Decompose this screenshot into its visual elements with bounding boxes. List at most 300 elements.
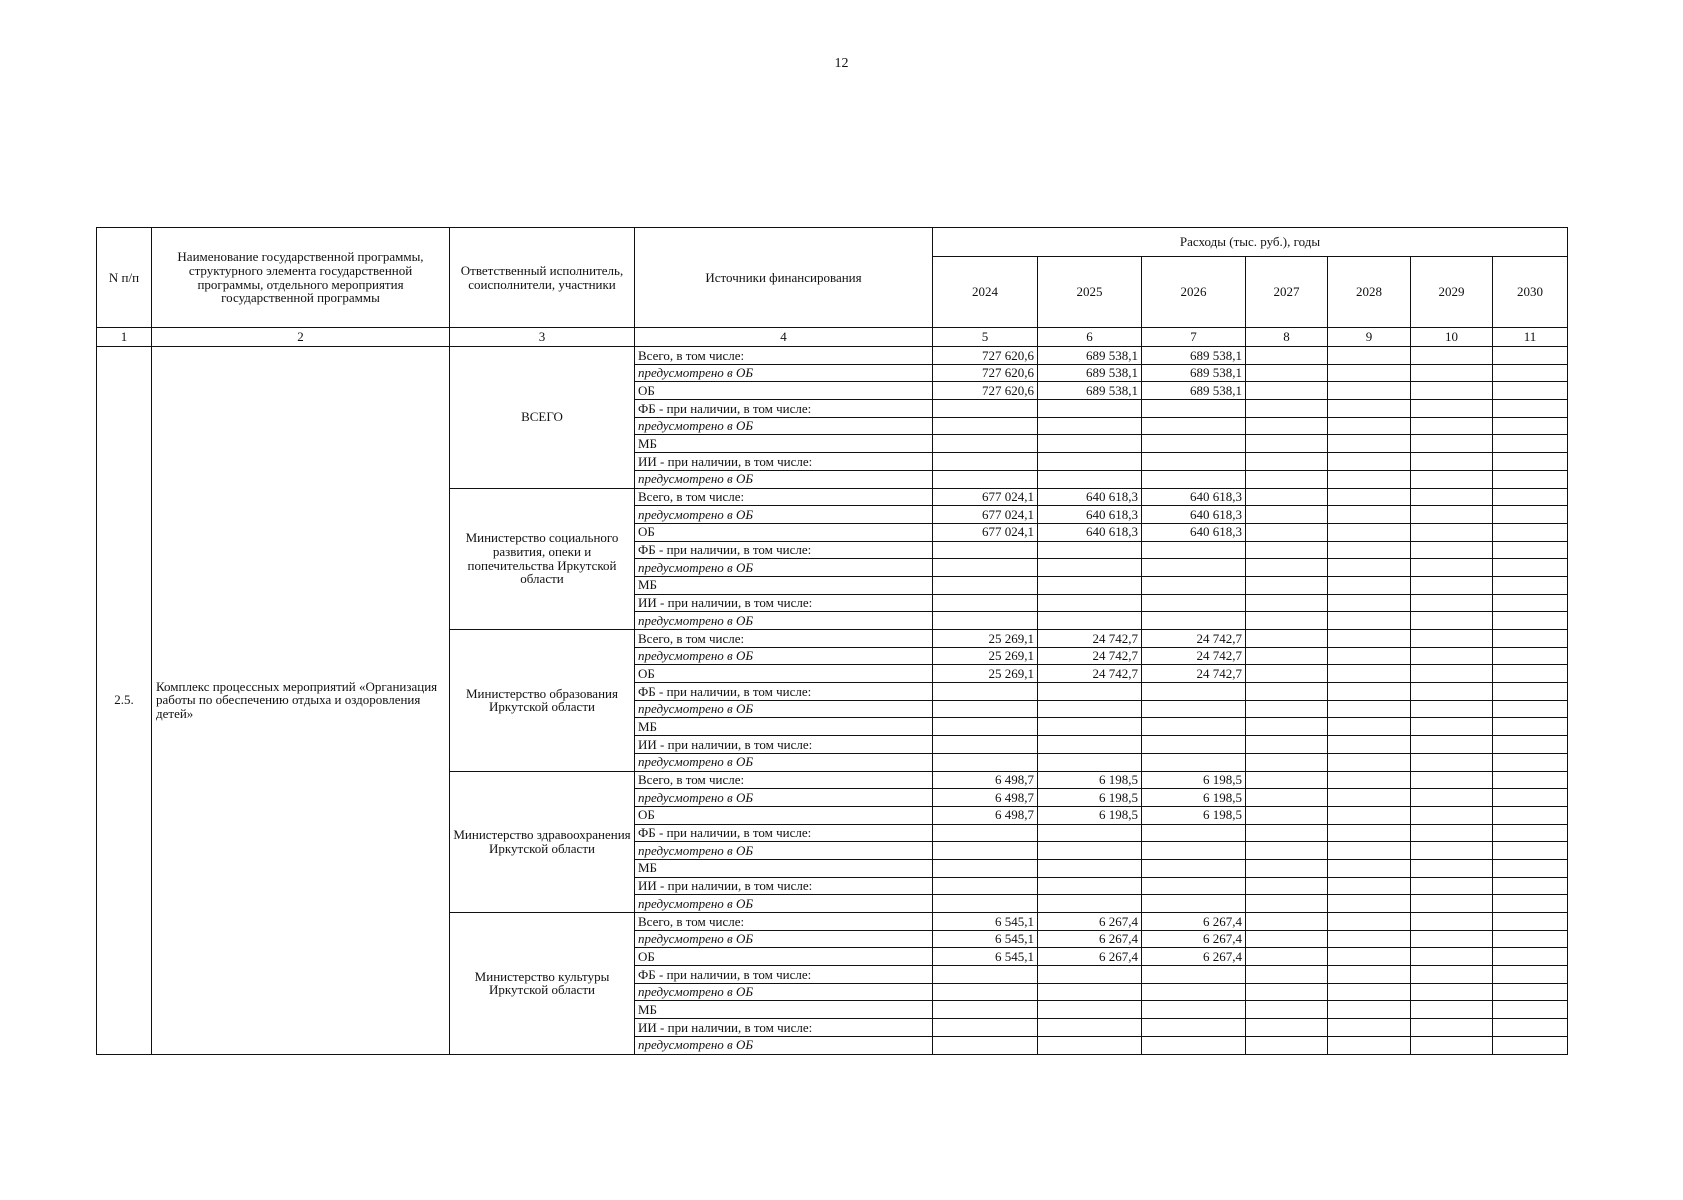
value-cell xyxy=(1328,523,1411,541)
value-cell xyxy=(1246,930,1328,948)
value-cell xyxy=(1411,983,1493,1001)
value-cell xyxy=(1411,930,1493,948)
value-cell: 677 024,1 xyxy=(933,523,1038,541)
value-cell xyxy=(1493,1001,1568,1019)
value-cell xyxy=(1411,382,1493,400)
value-cell xyxy=(933,683,1038,701)
item-number: 2.5. xyxy=(97,347,152,1055)
value-cell: 689 538,1 xyxy=(1142,382,1246,400)
funding-source: ФБ - при наличии, в том числе: xyxy=(635,824,933,842)
value-cell xyxy=(1038,612,1142,630)
funding-source: предусмотрено в ОБ xyxy=(635,559,933,577)
funding-source: ОБ xyxy=(635,806,933,824)
value-cell xyxy=(1328,1019,1411,1037)
value-cell xyxy=(1493,1019,1568,1037)
value-cell xyxy=(1038,683,1142,701)
column-number: 11 xyxy=(1493,328,1568,347)
value-cell xyxy=(1411,417,1493,435)
value-cell: 6 267,4 xyxy=(1142,913,1246,931)
value-cell: 6 198,5 xyxy=(1038,771,1142,789)
value-cell xyxy=(1142,541,1246,559)
value-cell: 640 618,3 xyxy=(1142,506,1246,524)
value-cell: 6 198,5 xyxy=(1142,789,1246,807)
value-cell xyxy=(1246,400,1328,418)
value-cell: 689 538,1 xyxy=(1142,364,1246,382)
value-cell xyxy=(1328,877,1411,895)
value-cell xyxy=(1328,630,1411,648)
column-number: 4 xyxy=(635,328,933,347)
value-cell xyxy=(1411,789,1493,807)
value-cell xyxy=(1142,842,1246,860)
funding-source: МБ xyxy=(635,435,933,453)
value-cell xyxy=(1038,824,1142,842)
value-cell xyxy=(1142,612,1246,630)
value-cell xyxy=(1142,1001,1246,1019)
value-cell xyxy=(1493,948,1568,966)
value-cell xyxy=(933,983,1038,1001)
value-cell: 640 618,3 xyxy=(1142,488,1246,506)
value-cell: 6 198,5 xyxy=(1038,806,1142,824)
value-cell: 640 618,3 xyxy=(1038,523,1142,541)
funding-source: ИИ - при наличии, в том числе: xyxy=(635,877,933,895)
value-cell xyxy=(933,1019,1038,1037)
value-cell xyxy=(1493,488,1568,506)
value-cell xyxy=(1246,913,1328,931)
value-cell xyxy=(1328,435,1411,453)
table-body xyxy=(97,347,1568,1055)
value-cell xyxy=(1246,435,1328,453)
value-cell xyxy=(1493,435,1568,453)
value-cell: 727 620,6 xyxy=(933,347,1038,365)
value-cell xyxy=(1038,1019,1142,1037)
value-cell xyxy=(1142,859,1246,877)
value-cell xyxy=(1328,736,1411,754)
value-cell xyxy=(1246,1001,1328,1019)
value-cell xyxy=(1328,541,1411,559)
value-cell xyxy=(1493,523,1568,541)
funding-source: МБ xyxy=(635,576,933,594)
value-cell xyxy=(1328,400,1411,418)
funding-source: ИИ - при наличии, в том числе: xyxy=(635,1019,933,1037)
value-cell xyxy=(1328,1001,1411,1019)
value-cell xyxy=(1493,470,1568,488)
funding-source: МБ xyxy=(635,859,933,877)
value-cell xyxy=(1142,753,1246,771)
funding-source: Всего, в том числе: xyxy=(635,771,933,789)
value-cell xyxy=(1493,700,1568,718)
value-cell xyxy=(933,966,1038,984)
responsible-executor: Министерство здравоохранения Иркутской области xyxy=(450,771,635,913)
value-cell xyxy=(1142,453,1246,471)
header-sources: Источники финансирования xyxy=(635,228,933,328)
value-cell xyxy=(1493,789,1568,807)
value-cell xyxy=(1142,400,1246,418)
value-cell xyxy=(1411,718,1493,736)
value-cell: 6 198,5 xyxy=(1142,806,1246,824)
value-cell xyxy=(1493,718,1568,736)
value-cell xyxy=(933,612,1038,630)
value-cell xyxy=(1328,612,1411,630)
value-cell xyxy=(1142,895,1246,913)
value-cell xyxy=(1142,966,1246,984)
column-number: 6 xyxy=(1038,328,1142,347)
value-cell xyxy=(1038,859,1142,877)
value-cell xyxy=(1493,842,1568,860)
value-cell xyxy=(1142,718,1246,736)
value-cell xyxy=(933,877,1038,895)
value-cell xyxy=(1411,559,1493,577)
funding-source: Всего, в том числе: xyxy=(635,630,933,648)
value-cell xyxy=(933,895,1038,913)
value-cell: 689 538,1 xyxy=(1142,347,1246,365)
value-cell xyxy=(1411,347,1493,365)
value-cell: 689 538,1 xyxy=(1038,347,1142,365)
value-cell xyxy=(933,1001,1038,1019)
value-cell xyxy=(1246,877,1328,895)
value-cell xyxy=(1411,966,1493,984)
value-cell xyxy=(1246,842,1328,860)
value-cell xyxy=(1493,736,1568,754)
funding-source: предусмотрено в ОБ xyxy=(635,842,933,860)
responsible-executor: Министерство образования Иркутской области xyxy=(450,630,635,772)
value-cell xyxy=(1246,541,1328,559)
value-cell xyxy=(1493,913,1568,931)
value-cell xyxy=(1142,470,1246,488)
value-cell xyxy=(1142,983,1246,1001)
value-cell xyxy=(1493,753,1568,771)
value-cell: 6 498,7 xyxy=(933,789,1038,807)
value-cell xyxy=(1328,700,1411,718)
funding-source: ОБ xyxy=(635,665,933,683)
funding-source: ФБ - при наличии, в том числе: xyxy=(635,541,933,559)
value-cell xyxy=(1493,824,1568,842)
funding-source: предусмотрено в ОБ xyxy=(635,789,933,807)
value-cell xyxy=(1142,700,1246,718)
funding-source: предусмотрено в ОБ xyxy=(635,470,933,488)
value-cell: 6 498,7 xyxy=(933,806,1038,824)
value-cell xyxy=(1493,771,1568,789)
funding-source: МБ xyxy=(635,1001,933,1019)
responsible-executor: ВСЕГО xyxy=(450,347,635,489)
value-cell xyxy=(933,435,1038,453)
column-number: 10 xyxy=(1411,328,1493,347)
table-row xyxy=(97,347,1568,365)
value-cell xyxy=(1493,966,1568,984)
value-cell xyxy=(1411,771,1493,789)
value-cell xyxy=(1493,930,1568,948)
value-cell xyxy=(1493,594,1568,612)
funding-source: предусмотрено в ОБ xyxy=(635,364,933,382)
value-cell xyxy=(1328,718,1411,736)
column-number: 2 xyxy=(152,328,450,347)
value-cell xyxy=(1411,470,1493,488)
value-cell xyxy=(1411,665,1493,683)
value-cell: 677 024,1 xyxy=(933,488,1038,506)
value-cell xyxy=(1246,576,1328,594)
value-cell: 24 742,7 xyxy=(1038,647,1142,665)
value-cell xyxy=(1493,364,1568,382)
value-cell xyxy=(1246,647,1328,665)
value-cell xyxy=(1142,683,1246,701)
value-cell xyxy=(1493,541,1568,559)
funding-source: предусмотрено в ОБ xyxy=(635,417,933,435)
responsible-executor: Министерство культуры Иркутской области xyxy=(450,913,635,1055)
value-cell xyxy=(1142,435,1246,453)
value-cell xyxy=(1246,665,1328,683)
value-cell xyxy=(1246,594,1328,612)
value-cell xyxy=(1142,417,1246,435)
value-cell: 6 267,4 xyxy=(1038,948,1142,966)
value-cell xyxy=(1411,948,1493,966)
value-cell xyxy=(1038,594,1142,612)
value-cell xyxy=(933,594,1038,612)
value-cell xyxy=(1328,1036,1411,1054)
funding-source: Всего, в том числе: xyxy=(635,488,933,506)
value-cell xyxy=(1328,913,1411,931)
value-cell xyxy=(1246,453,1328,471)
value-cell xyxy=(1328,470,1411,488)
value-cell xyxy=(1328,364,1411,382)
value-cell xyxy=(1246,612,1328,630)
value-cell: 24 742,7 xyxy=(1038,630,1142,648)
value-cell xyxy=(1493,559,1568,577)
value-cell: 6 545,1 xyxy=(933,913,1038,931)
value-cell: 6 198,5 xyxy=(1142,771,1246,789)
value-cell xyxy=(1493,417,1568,435)
value-cell xyxy=(1038,576,1142,594)
funding-source: предусмотрено в ОБ xyxy=(635,647,933,665)
value-cell xyxy=(1493,453,1568,471)
value-cell xyxy=(1328,930,1411,948)
value-cell xyxy=(1038,435,1142,453)
value-cell xyxy=(1411,877,1493,895)
funding-source: предусмотрено в ОБ xyxy=(635,983,933,1001)
item-name: Комплекс процессных мероприятий «Организация работы по обеспечению отдыха и оздоровления детей» xyxy=(152,347,450,1055)
value-cell xyxy=(1246,736,1328,754)
column-number: 8 xyxy=(1246,328,1328,347)
value-cell: 25 269,1 xyxy=(933,647,1038,665)
value-cell xyxy=(933,736,1038,754)
value-cell xyxy=(1328,506,1411,524)
value-cell xyxy=(1411,913,1493,931)
value-cell xyxy=(1411,523,1493,541)
value-cell xyxy=(1493,576,1568,594)
value-cell xyxy=(1411,842,1493,860)
value-cell xyxy=(1328,806,1411,824)
value-cell xyxy=(1328,895,1411,913)
value-cell: 727 620,6 xyxy=(933,364,1038,382)
value-cell xyxy=(1411,364,1493,382)
value-cell xyxy=(1038,842,1142,860)
budget-table xyxy=(96,227,1568,1055)
value-cell xyxy=(1328,559,1411,577)
header-year: 2028 xyxy=(1328,257,1411,328)
value-cell xyxy=(1142,877,1246,895)
value-cell xyxy=(1038,559,1142,577)
funding-source: предусмотрено в ОБ xyxy=(635,700,933,718)
value-cell xyxy=(1493,895,1568,913)
header-np: N п/п xyxy=(97,228,152,328)
responsible-executor: Министерство социального развития, опеки и попечительства Иркутской области xyxy=(450,488,635,630)
value-cell xyxy=(1038,400,1142,418)
value-cell xyxy=(1246,523,1328,541)
value-cell xyxy=(933,859,1038,877)
value-cell: 640 618,3 xyxy=(1038,506,1142,524)
value-cell xyxy=(933,417,1038,435)
value-cell xyxy=(1328,594,1411,612)
header-year: 2027 xyxy=(1246,257,1328,328)
funding-source: Всего, в том числе: xyxy=(635,913,933,931)
value-cell xyxy=(933,576,1038,594)
value-cell xyxy=(933,400,1038,418)
funding-source: предусмотрено в ОБ xyxy=(635,1036,933,1054)
value-cell xyxy=(1328,417,1411,435)
value-cell xyxy=(1142,824,1246,842)
value-cell xyxy=(1411,453,1493,471)
value-cell: 689 538,1 xyxy=(1038,364,1142,382)
value-cell xyxy=(1328,576,1411,594)
value-cell xyxy=(1411,541,1493,559)
value-cell xyxy=(933,1036,1038,1054)
value-cell xyxy=(933,453,1038,471)
value-cell: 640 618,3 xyxy=(1142,523,1246,541)
value-cell xyxy=(1142,576,1246,594)
funding-source: ИИ - при наличии, в том числе: xyxy=(635,736,933,754)
value-cell xyxy=(1246,700,1328,718)
value-cell xyxy=(1411,1036,1493,1054)
value-cell xyxy=(1246,948,1328,966)
value-cell xyxy=(1493,859,1568,877)
value-cell: 6 498,7 xyxy=(933,771,1038,789)
funding-source: ФБ - при наличии, в том числе: xyxy=(635,400,933,418)
value-cell xyxy=(1038,753,1142,771)
value-cell xyxy=(1142,594,1246,612)
column-number: 7 xyxy=(1142,328,1246,347)
value-cell: 640 618,3 xyxy=(1038,488,1142,506)
value-cell xyxy=(1493,665,1568,683)
column-number: 9 xyxy=(1328,328,1411,347)
value-cell xyxy=(1493,683,1568,701)
value-cell xyxy=(1328,488,1411,506)
value-cell xyxy=(933,559,1038,577)
value-cell xyxy=(1038,470,1142,488)
header-year: 2026 xyxy=(1142,257,1246,328)
value-cell: 25 269,1 xyxy=(933,665,1038,683)
value-cell xyxy=(1038,1036,1142,1054)
value-cell xyxy=(1246,470,1328,488)
value-cell xyxy=(1493,983,1568,1001)
value-cell xyxy=(1142,1019,1246,1037)
funding-source: предусмотрено в ОБ xyxy=(635,930,933,948)
page-number: 12 xyxy=(834,56,849,71)
header-expenses: Расходы (тыс. руб.), годы xyxy=(933,228,1568,257)
value-cell xyxy=(933,824,1038,842)
value-cell xyxy=(1328,683,1411,701)
funding-source: предусмотрено в ОБ xyxy=(635,895,933,913)
value-cell xyxy=(1493,347,1568,365)
funding-source: предусмотрено в ОБ xyxy=(635,753,933,771)
value-cell: 24 742,7 xyxy=(1142,665,1246,683)
funding-source: ФБ - при наличии, в том числе: xyxy=(635,966,933,984)
value-cell xyxy=(1411,647,1493,665)
value-cell xyxy=(1328,966,1411,984)
header-year: 2025 xyxy=(1038,257,1142,328)
value-cell xyxy=(1038,453,1142,471)
value-cell xyxy=(1142,559,1246,577)
value-cell xyxy=(1246,506,1328,524)
value-cell xyxy=(1038,736,1142,754)
value-cell xyxy=(1328,382,1411,400)
value-cell xyxy=(1246,417,1328,435)
value-cell xyxy=(1411,1001,1493,1019)
value-cell xyxy=(1246,718,1328,736)
value-cell xyxy=(1328,665,1411,683)
value-cell xyxy=(1493,630,1568,648)
value-cell xyxy=(933,718,1038,736)
column-number: 1 xyxy=(97,328,152,347)
value-cell xyxy=(1246,1036,1328,1054)
value-cell xyxy=(1328,453,1411,471)
value-cell: 6 545,1 xyxy=(933,930,1038,948)
funding-source: МБ xyxy=(635,718,933,736)
value-cell xyxy=(1411,506,1493,524)
value-cell xyxy=(1328,983,1411,1001)
value-cell xyxy=(1411,824,1493,842)
value-cell xyxy=(1246,347,1328,365)
funding-source: ОБ xyxy=(635,382,933,400)
value-cell xyxy=(1246,859,1328,877)
value-cell xyxy=(1411,736,1493,754)
funding-source: Всего, в том числе: xyxy=(635,347,933,365)
value-cell xyxy=(1038,700,1142,718)
value-cell: 6 267,4 xyxy=(1142,930,1246,948)
value-cell xyxy=(1328,771,1411,789)
funding-source: ФБ - при наличии, в том числе: xyxy=(635,683,933,701)
value-cell xyxy=(1246,789,1328,807)
value-cell xyxy=(933,753,1038,771)
value-cell xyxy=(1411,683,1493,701)
value-cell xyxy=(1411,435,1493,453)
value-cell xyxy=(1246,771,1328,789)
value-cell xyxy=(1411,1019,1493,1037)
value-cell xyxy=(1411,488,1493,506)
value-cell: 6 198,5 xyxy=(1038,789,1142,807)
value-cell xyxy=(1411,594,1493,612)
value-cell xyxy=(1246,895,1328,913)
value-cell xyxy=(1493,506,1568,524)
value-cell xyxy=(1411,700,1493,718)
value-cell xyxy=(933,541,1038,559)
funding-source: предусмотрено в ОБ xyxy=(635,612,933,630)
value-cell xyxy=(1328,789,1411,807)
value-cell xyxy=(1246,630,1328,648)
value-cell: 24 742,7 xyxy=(1142,647,1246,665)
value-cell: 689 538,1 xyxy=(1038,382,1142,400)
header-name: Наименование государственной программы, структурного элемента государственной программы, отдельного мероприятия государственной программы xyxy=(152,228,450,328)
value-cell: 677 024,1 xyxy=(933,506,1038,524)
value-cell xyxy=(1246,966,1328,984)
value-cell xyxy=(1038,966,1142,984)
value-cell xyxy=(1328,753,1411,771)
value-cell xyxy=(1411,630,1493,648)
value-cell xyxy=(1411,895,1493,913)
value-cell xyxy=(1038,417,1142,435)
value-cell xyxy=(1328,948,1411,966)
value-cell xyxy=(1411,576,1493,594)
value-cell xyxy=(1411,859,1493,877)
funding-source: предусмотрено в ОБ xyxy=(635,506,933,524)
header-year: 2030 xyxy=(1493,257,1568,328)
